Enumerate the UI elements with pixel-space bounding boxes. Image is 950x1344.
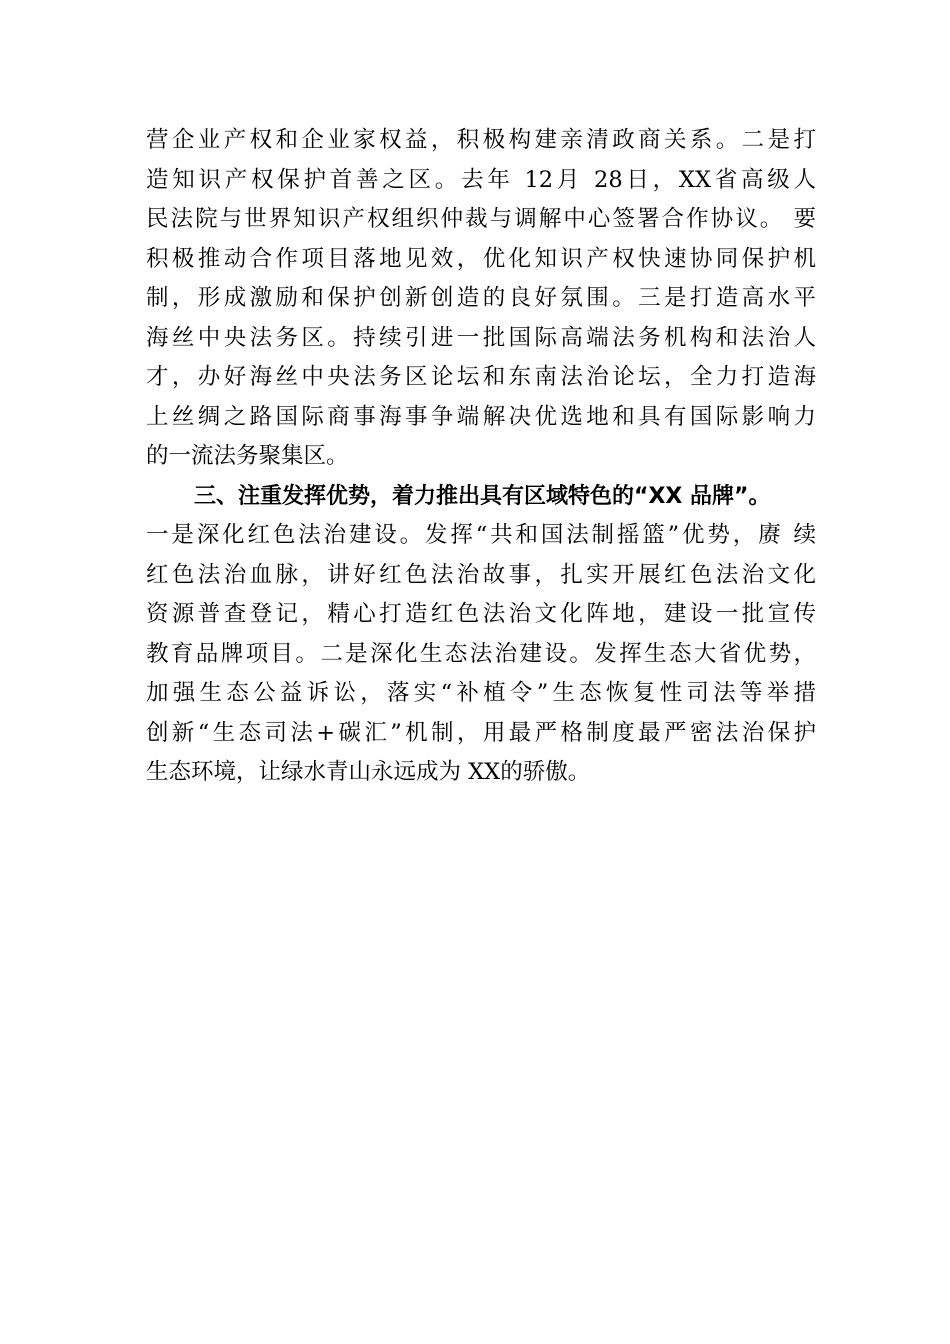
text-line: 造知识产权保护首善之区。去年 12月 28日，XX省高级人 [146,166,816,193]
text-line: 营企业产权和企业家权益，积极构建亲清政商关系。二是打 [146,127,816,153]
text-line: 制，形成激励和保护创新创造的良好氛围。三是打造高水平 [146,285,816,311]
text-line: 海丝中央法务区。持续引进一批国际高端法务机构和法治人 [146,324,816,351]
text-line: 一是深化红色法治建设。发挥“共和国法制摇篮”优势，赓 续 [146,522,816,548]
text-line: 才，办好海丝中央法务区论坛和东南法治论坛，全力打造海 [146,364,816,390]
text-line: 创新“生态司法+碳汇”机制，用最严格制度最严密法治保护 [146,719,816,746]
text-line: 教育品牌项目。二是深化生态法治建设。发挥生态大省优势， [146,640,816,667]
text-line: 资源普查登记，精心打造红色法治文化阵地，建设一批宣传 [146,601,816,627]
text-line: 上丝绸之路国际商事海事争端解决优选地和具有国际影响力 [146,403,816,430]
text-line: 的一流法务聚集区。 [146,443,349,469]
text-line: 红色法治血脉，讲好红色法治故事，扎实开展红色法治文化 [146,561,816,588]
text-line: 积极推动合作项目落地见效，优化知识产权快速协同保护机 [146,245,816,272]
text-line: 民法院与世界知识产权组织仲裁与调解中心签署合作协议。 要 [146,206,816,232]
section-heading: 三、注重发挥优势，着力推出具有区域特色的“XX 品牌”。 [194,483,771,509]
body-text [146,121,816,793]
text-line: 加强生态公益诉讼，落实“补植令”生态恢复性司法等举措 [146,680,816,706]
text-line: 生态环境，让绿水青山永远成为 XX的骄傲。 [146,759,591,785]
